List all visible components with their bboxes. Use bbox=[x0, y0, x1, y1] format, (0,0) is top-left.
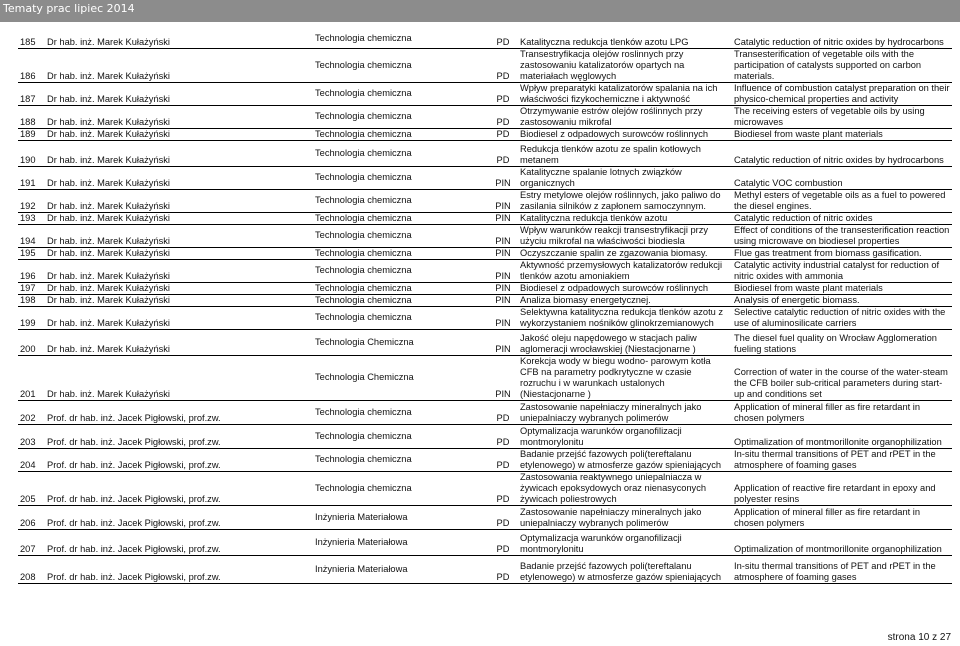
field-cell: Technologia chemiczna bbox=[313, 424, 488, 448]
topic-en-cell: Influence of combustion catalyst preparation on their physico-chemical properties and activity bbox=[732, 82, 952, 105]
field-cell: Technologia chemiczna bbox=[313, 448, 488, 471]
field-cell: Technologia chemiczna bbox=[313, 247, 488, 259]
field-cell: Technologia chemiczna bbox=[313, 128, 488, 140]
topic-en-cell: Catalytic reduction of nitric oxides bbox=[732, 212, 952, 224]
topic-pl-cell: Biodiesel z odpadowych surowców roślinnych bbox=[518, 128, 732, 140]
topic-en-cell: Application of mineral filler as fire retardant in chosen polymers bbox=[732, 400, 952, 424]
row-number: 185 bbox=[18, 30, 45, 48]
row-number: 195 bbox=[18, 247, 45, 259]
supervisor-cell: Prof. dr hab. inż. Jacek Pigłowski, prof.zw. bbox=[45, 529, 313, 555]
topic-en-cell: In-situ thermal transitions of PET and rPET in the atmosphere of foaming gases bbox=[732, 448, 952, 471]
table-row bbox=[18, 505, 952, 529]
field-cell: Technologia chemiczna bbox=[313, 259, 488, 282]
table-row bbox=[18, 189, 952, 212]
field-cell: Technologia chemiczna bbox=[313, 189, 488, 212]
level-cell: PD bbox=[488, 424, 518, 448]
table-row bbox=[18, 329, 952, 355]
table-row bbox=[18, 140, 952, 166]
level-cell: PD bbox=[488, 105, 518, 128]
level-cell: PIN bbox=[488, 166, 518, 189]
window-header bbox=[0, 0, 960, 22]
field-cell: Inżynieria Materiałowa bbox=[313, 505, 488, 529]
row-number: 194 bbox=[18, 224, 45, 247]
field-cell: Technologia Chemiczna bbox=[313, 355, 488, 400]
topic-en-cell: Catalytic reduction of nitric oxides by hydrocarbons bbox=[732, 140, 952, 166]
supervisor-cell: Prof. dr hab. inż. Jacek Pigłowski, prof.zw. bbox=[45, 555, 313, 583]
supervisor-cell: Dr hab. inż. Marek Kułażyński bbox=[45, 329, 313, 355]
topic-pl-cell: Zastosowania reaktywnego uniepalniacza w żywicach epoksydowych oraz nienasyconych żywicach poliestrowych bbox=[518, 471, 732, 505]
supervisor-cell: Dr hab. inż. Marek Kułażyński bbox=[45, 294, 313, 306]
topic-en-cell: The receiving esters of vegetable oils by using microwaves bbox=[732, 105, 952, 128]
level-cell: PD bbox=[488, 471, 518, 505]
row-number: 207 bbox=[18, 529, 45, 555]
topic-en-cell: Optimalization of montmorillonite organophilization bbox=[732, 529, 952, 555]
row-number: 208 bbox=[18, 555, 45, 583]
row-number: 197 bbox=[18, 282, 45, 294]
topic-pl-cell: Badanie przejść fazowych poli(tereftalanu etylenowego) w atmosferze gazów spieniających bbox=[518, 555, 732, 583]
table-row bbox=[18, 306, 952, 329]
table-row bbox=[18, 471, 952, 505]
table-row bbox=[18, 555, 952, 583]
table-row bbox=[18, 105, 952, 128]
table-row bbox=[18, 247, 952, 259]
level-cell: PIN bbox=[488, 294, 518, 306]
field-cell: Technologia chemiczna bbox=[313, 306, 488, 329]
field-cell: Technologia chemiczna bbox=[313, 82, 488, 105]
supervisor-cell: Dr hab. inż. Marek Kułażyński bbox=[45, 355, 313, 400]
field-cell: Technologia chemiczna bbox=[313, 294, 488, 306]
table-row bbox=[18, 224, 952, 247]
topic-pl-cell: Wpływ warunków reakcji transestryfikacji przy użyciu mikrofal na właściwości biodiesla bbox=[518, 224, 732, 247]
topic-en-cell: In-situ thermal transitions of PET and rPET in the atmosphere of foaming gases bbox=[732, 555, 952, 583]
topic-en-cell: Effect of conditions of the transesterification reaction using microwave on biodiesel properties bbox=[732, 224, 952, 247]
field-cell: Inżynieria Materiałowa bbox=[313, 529, 488, 555]
topic-en-cell: The diesel fuel quality on Wrocław Agglomeration fueling stations bbox=[732, 329, 952, 355]
row-number: 187 bbox=[18, 82, 45, 105]
topic-pl-cell: Korekcja wody w biegu wodno- parowym kotła CFB na parametry podkrytyczne w czasie rozruchu i w warunkach ustalonych (Niestacjonarne ) bbox=[518, 355, 732, 400]
table-row bbox=[18, 30, 952, 48]
level-cell: PD bbox=[488, 30, 518, 48]
level-cell: PD bbox=[488, 505, 518, 529]
topic-pl-cell: Katalityczna redukcja tlenków azotu LPG bbox=[518, 30, 732, 48]
document-title: Tematy prac lipiec 2014 bbox=[3, 2, 135, 15]
field-cell: Technologia chemiczna bbox=[313, 212, 488, 224]
supervisor-cell: Dr hab. inż. Marek Kułażyński bbox=[45, 247, 313, 259]
level-cell: PD bbox=[488, 529, 518, 555]
topic-pl-cell: Zastosowanie napełniaczy mineralnych jako uniepalniaczy wybranych polimerów bbox=[518, 505, 732, 529]
topic-en-cell: Methyl esters of vegetable oils as a fuel to powered the diesel engines. bbox=[732, 189, 952, 212]
level-cell: PD bbox=[488, 555, 518, 583]
field-cell: Technologia chemiczna bbox=[313, 166, 488, 189]
topic-en-cell: Catalytic reduction of nitric oxides by hydrocarbons bbox=[732, 30, 952, 48]
topic-en-cell: Biodiesel from waste plant materials bbox=[732, 128, 952, 140]
supervisor-cell: Prof. dr hab. inż. Jacek Pigłowski, prof.zw. bbox=[45, 424, 313, 448]
table-row bbox=[18, 424, 952, 448]
topic-pl-cell: Katalityczna redukcja tlenków azotu bbox=[518, 212, 732, 224]
topic-en-cell: Correction of water in the course of the water-steam the CFB boiler sub-critical parameters during start-up and conditions set bbox=[732, 355, 952, 400]
topic-en-cell: Catalytic VOC combustion bbox=[732, 166, 952, 189]
level-cell: PIN bbox=[488, 306, 518, 329]
topic-pl-cell: Aktywność przemysłowych katalizatorów redukcji tlenków azotu amoniakiem bbox=[518, 259, 732, 282]
supervisor-cell: Dr hab. inż. Marek Kułażyński bbox=[45, 48, 313, 82]
supervisor-cell: Prof. dr hab. inż. Jacek Pigłowski, prof.zw. bbox=[45, 400, 313, 424]
table-row bbox=[18, 355, 952, 400]
level-cell: PD bbox=[488, 82, 518, 105]
row-number: 198 bbox=[18, 294, 45, 306]
supervisor-cell: Prof. dr hab. inż. Jacek Pigłowski, prof.zw. bbox=[45, 505, 313, 529]
table-row bbox=[18, 448, 952, 471]
field-cell: Inżynieria Materiałowa bbox=[313, 555, 488, 583]
topic-en-cell: Analysis of energetic biomass. bbox=[732, 294, 952, 306]
row-number: 202 bbox=[18, 400, 45, 424]
topic-pl-cell: Analiza biomasy energetycznej. bbox=[518, 294, 732, 306]
level-cell: PIN bbox=[488, 247, 518, 259]
topic-pl-cell: Redukcja tlenków azotu ze spalin kotłowych metanem bbox=[518, 140, 732, 166]
topic-en-cell: Flue gas treatment from biomass gasification. bbox=[732, 247, 952, 259]
topic-pl-cell: Badanie przejść fazowych poli(tereftalanu etylenowego) w atmosferze gazów spieniających bbox=[518, 448, 732, 471]
row-number: 199 bbox=[18, 306, 45, 329]
row-number: 193 bbox=[18, 212, 45, 224]
level-cell: PD bbox=[488, 448, 518, 471]
table-row bbox=[18, 294, 952, 306]
supervisor-cell: Prof. dr hab. inż. Jacek Pigłowski, prof.zw. bbox=[45, 448, 313, 471]
supervisor-cell: Dr hab. inż. Marek Kułażyński bbox=[45, 224, 313, 247]
field-cell: Technologia chemiczna bbox=[313, 30, 488, 48]
table-row bbox=[18, 259, 952, 282]
table-row bbox=[18, 128, 952, 140]
row-number: 205 bbox=[18, 471, 45, 505]
topic-pl-cell: Jakość oleju napędowego w stacjach paliw aglomeracji wrocławskiej (Niestacjonarne ) bbox=[518, 329, 732, 355]
topics-table bbox=[18, 30, 952, 584]
supervisor-cell: Prof. dr hab. inż. Jacek Pigłowski, prof.zw. bbox=[45, 471, 313, 505]
topic-en-cell: Transesterification of vegetable oils with the participation of catalysts supported on carbon materials. bbox=[732, 48, 952, 82]
topic-pl-cell: Transestryfikacja olejów roslinnych przy zastosowaniu katalizatorów opartych na materiałach węglowych bbox=[518, 48, 732, 82]
topic-pl-cell: Optymalizacja warunków organofilizacji montmorylonitu bbox=[518, 529, 732, 555]
supervisor-cell: Dr hab. inż. Marek Kułażyński bbox=[45, 306, 313, 329]
field-cell: Technologia chemiczna bbox=[313, 471, 488, 505]
row-number: 206 bbox=[18, 505, 45, 529]
table-row bbox=[18, 212, 952, 224]
field-cell: Technologia chemiczna bbox=[313, 105, 488, 128]
supervisor-cell: Dr hab. inż. Marek Kułażyński bbox=[45, 82, 313, 105]
supervisor-cell: Dr hab. inż. Marek Kułażyński bbox=[45, 105, 313, 128]
row-number: 196 bbox=[18, 259, 45, 282]
field-cell: Technologia chemiczna bbox=[313, 224, 488, 247]
topic-pl-cell: Optymalizacja warunków organofilizacji montmorylonitu bbox=[518, 424, 732, 448]
supervisor-cell: Dr hab. inż. Marek Kułażyński bbox=[45, 128, 313, 140]
row-number: 188 bbox=[18, 105, 45, 128]
supervisor-cell: Dr hab. inż. Marek Kułażyński bbox=[45, 282, 313, 294]
table-row bbox=[18, 282, 952, 294]
level-cell: PD bbox=[488, 48, 518, 82]
table-row bbox=[18, 400, 952, 424]
field-cell: Technologia chemiczna bbox=[313, 48, 488, 82]
table-row bbox=[18, 166, 952, 189]
row-number: 191 bbox=[18, 166, 45, 189]
topic-pl-cell: Otrzymywanie estrów olejów roślinnych przy zastosowaniu mikrofal bbox=[518, 105, 732, 128]
level-cell: PIN bbox=[488, 329, 518, 355]
row-number: 204 bbox=[18, 448, 45, 471]
supervisor-cell: Dr hab. inż. Marek Kułażyński bbox=[45, 212, 313, 224]
topic-pl-cell: Oczyszczanie spalin ze zgazowania biomasy. bbox=[518, 247, 732, 259]
topic-en-cell: Selective catalytic reduction of nitric oxides with the use of aluminosilicate carriers bbox=[732, 306, 952, 329]
row-number: 190 bbox=[18, 140, 45, 166]
field-cell: Technologia Chemiczna bbox=[313, 329, 488, 355]
supervisor-cell: Dr hab. inż. Marek Kułażyński bbox=[45, 259, 313, 282]
supervisor-cell: Dr hab. inż. Marek Kułażyński bbox=[45, 189, 313, 212]
level-cell: PIN bbox=[488, 224, 518, 247]
supervisor-cell: Dr hab. inż. Marek Kułażyński bbox=[45, 140, 313, 166]
topic-pl-cell: Zastosowanie napełniaczy mineralnych jako uniepalniaczy wybranych polimerów bbox=[518, 400, 732, 424]
level-cell: PIN bbox=[488, 282, 518, 294]
topic-pl-cell: Selektywna katalityczna redukcja tlenków azotu z wykorzystaniem nośników glinokrzemianowych bbox=[518, 306, 732, 329]
topic-en-cell: Application of reactive fire retardant in epoxy and polyester resins bbox=[732, 471, 952, 505]
row-number: 192 bbox=[18, 189, 45, 212]
row-number: 200 bbox=[18, 329, 45, 355]
document-page bbox=[18, 30, 952, 584]
topic-en-cell: Optimalization of montmorillonite organophilization bbox=[732, 424, 952, 448]
table-row bbox=[18, 48, 952, 82]
topic-pl-cell: Estry metylowe olejów roślinnych, jako paliwo do zasilania silników z zapłonem samoczynnym. bbox=[518, 189, 732, 212]
level-cell: PIN bbox=[488, 355, 518, 400]
level-cell: PD bbox=[488, 400, 518, 424]
supervisor-cell: Dr hab. inż. Marek Kułażyński bbox=[45, 166, 313, 189]
topic-pl-cell: Biodiesel z odpadowych surowców roślinnych bbox=[518, 282, 732, 294]
topic-pl-cell: Wpływ preparatyki katalizatorów spalania na ich właściwości fizykochemiczne i aktywność bbox=[518, 82, 732, 105]
level-cell: PD bbox=[488, 140, 518, 166]
topic-en-cell: Catalytic activity industrial catalyst for reduction of nitric oxides with ammonia bbox=[732, 259, 952, 282]
row-number: 201 bbox=[18, 355, 45, 400]
level-cell: PIN bbox=[488, 212, 518, 224]
table-row bbox=[18, 82, 952, 105]
topic-en-cell: Biodiesel from waste plant materials bbox=[732, 282, 952, 294]
topic-en-cell: Application of mineral filler as fire retardant in chosen polymers bbox=[732, 505, 952, 529]
field-cell: Technologia chemiczna bbox=[313, 400, 488, 424]
level-cell: PD bbox=[488, 128, 518, 140]
topic-pl-cell: Katalityczne spalanie lotnych związków organicznych bbox=[518, 166, 732, 189]
level-cell: PIN bbox=[488, 189, 518, 212]
row-number: 203 bbox=[18, 424, 45, 448]
field-cell: Technologia chemiczna bbox=[313, 282, 488, 294]
table-row bbox=[18, 529, 952, 555]
row-number: 186 bbox=[18, 48, 45, 82]
field-cell: Technologia chemiczna bbox=[313, 140, 488, 166]
row-number: 189 bbox=[18, 128, 45, 140]
supervisor-cell: Dr hab. inż. Marek Kułażyński bbox=[45, 30, 313, 48]
page-number: strona 10 z 27 bbox=[887, 632, 951, 643]
level-cell: PIN bbox=[488, 259, 518, 282]
